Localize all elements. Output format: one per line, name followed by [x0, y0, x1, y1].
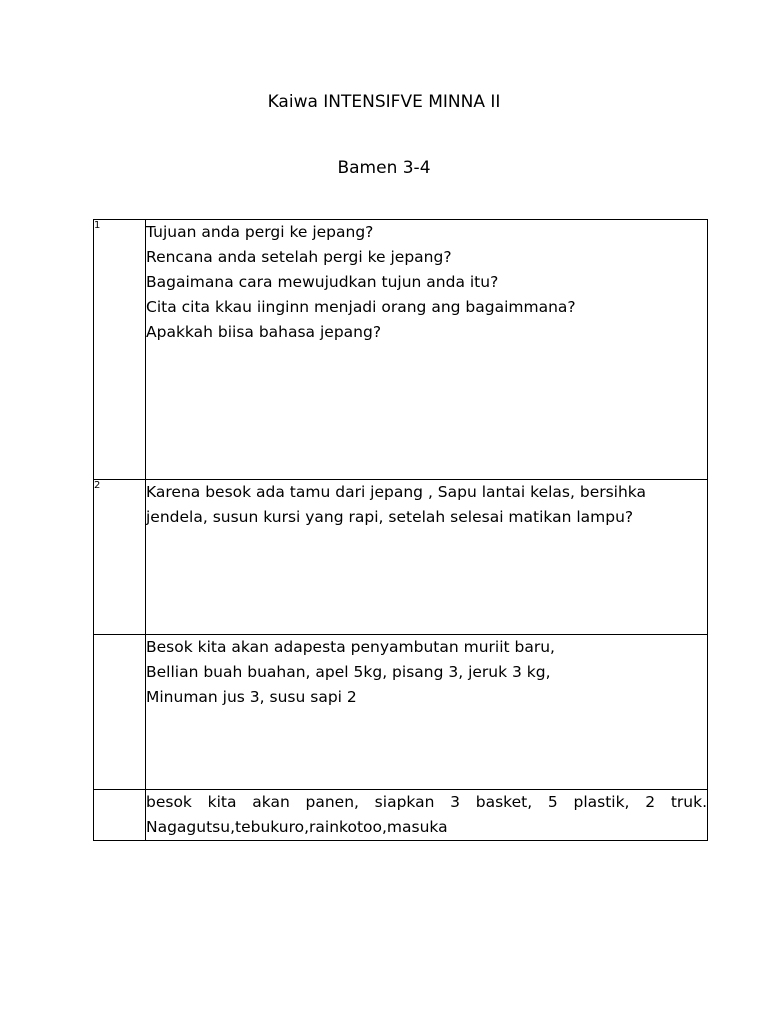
row-number [94, 635, 146, 790]
text-line: Apakkah biisa bahasa jepang? [146, 323, 382, 341]
worksheet-table [93, 219, 708, 841]
text-line: besok kita akan panen, siapkan 3 basket, 5 plastik, 2 truk. [146, 793, 707, 811]
row-number: 1 [94, 220, 146, 480]
row-text [146, 220, 708, 480]
text-line: jendela, susun kursi yang rapi, setelah selesai matikan lampu? [146, 508, 634, 526]
text-line: Minuman jus 3, susu sapi 2 [146, 688, 357, 706]
document-subtitle: Bamen 3-4 [337, 158, 431, 178]
text-line: Nagagutsu,tebukuro,rainkotoo,masuka [146, 818, 448, 836]
row-number [94, 790, 146, 841]
row-text [146, 635, 708, 790]
text-line: Bagaimana cara mewujudkan tujun anda itu? [146, 273, 499, 291]
text-line: Rencana anda setelah pergi ke jepang? [146, 248, 452, 266]
text-line: Bellian buah buahan, apel 5kg, pisang 3, jeruk 3 kg, [146, 663, 551, 681]
row-number: 2 [94, 480, 146, 635]
text-line: Besok kita akan adapesta penyambutan muriit baru, [146, 638, 555, 656]
table-row [94, 220, 708, 480]
table-row [94, 790, 708, 841]
document-title: Kaiwa INTENSIFVE MINNA II [267, 92, 501, 112]
table-row [94, 480, 708, 635]
table-row [94, 635, 708, 790]
row-text [146, 480, 708, 635]
row-text [146, 790, 708, 841]
text-line: Cita cita kkau iinginn menjadi orang ang bagaimmana? [146, 298, 576, 316]
text-line: Tujuan anda pergi ke jepang? [146, 223, 374, 241]
text-line: Karena besok ada tamu dari jepang , Sapu lantai kelas, bersihka [146, 483, 647, 501]
